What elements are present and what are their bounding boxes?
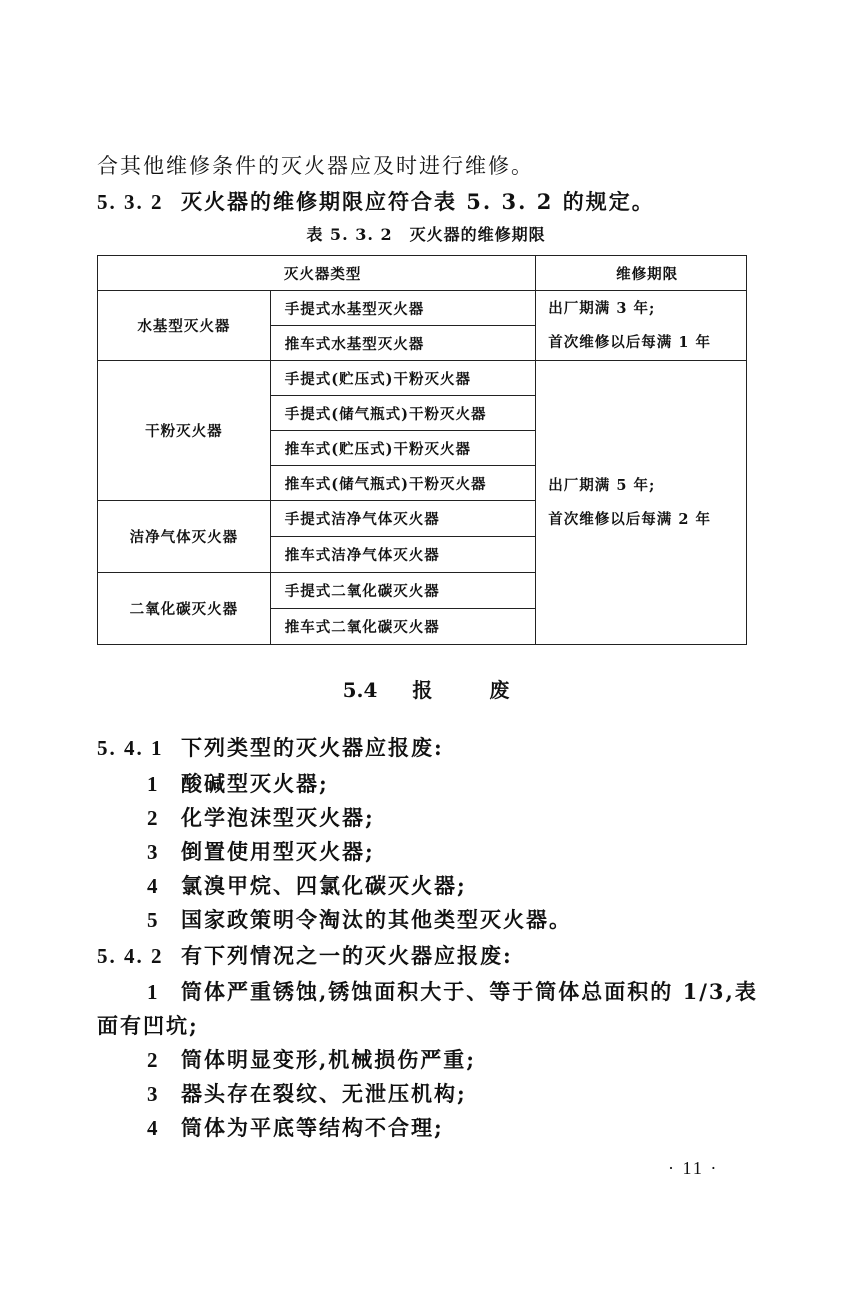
clause-5-3-2 — [97, 186, 655, 216]
item-number: 4 — [147, 1116, 160, 1140]
clause-text: 下列类型的灭火器应报废: — [181, 735, 444, 760]
period-line: 出厂期满 5 年; — [548, 476, 656, 494]
table-row-item: 手提式(储气瓶式)干粉灭火器 — [270, 396, 536, 431]
list-item — [147, 904, 572, 934]
type-cell-powder: 干粉灭火器 — [98, 361, 271, 501]
maintenance-period-table — [97, 255, 747, 645]
table-row-item: 推车式水基型灭火器 — [270, 326, 536, 361]
list-item — [147, 836, 375, 866]
item-text: 筒体为平底等结构不合理; — [181, 1115, 444, 1140]
item-text: 筒体严重锈蚀,锈蚀面积大于、等于筒体总面积的 1/3,表 — [181, 979, 758, 1004]
item-text: 倒置使用型灭火器; — [181, 839, 375, 864]
type-cell-clean-agent: 洁净气体灭火器 — [98, 501, 271, 573]
header-maintenance-period: 维修期限 — [536, 256, 747, 291]
table-row-item: 手提式洁净气体灭火器 — [270, 501, 536, 537]
clause-5-4-2 — [97, 940, 513, 970]
table-row-item: 手提式二氧化碳灭火器 — [270, 573, 536, 609]
list-item — [147, 1078, 467, 1108]
type-cell-co2: 二氧化碳灭火器 — [98, 573, 271, 645]
table-row-item: 手提式(贮压式)干粉灭火器 — [270, 361, 536, 396]
period-line: 首次维修以后每满 1 年 — [548, 333, 711, 351]
table-row-item: 推车式(贮压式)干粉灭火器 — [270, 431, 536, 466]
list-item — [147, 768, 329, 798]
page-number: · 11 · — [668, 1158, 719, 1178]
list-item — [147, 1044, 476, 1074]
period-cell-others — [536, 361, 747, 645]
clause-number: 5. 4. 2 — [97, 944, 164, 968]
table-row-item: 推车式(储气瓶式)干粉灭火器 — [270, 466, 536, 501]
item-text: 筒体明显变形,机械损伤严重; — [181, 1047, 477, 1072]
item-number: 2 — [147, 1048, 160, 1072]
section-title-part: 报 — [412, 678, 433, 702]
item-text: 国家政策明令淘汰的其他类型灭火器。 — [181, 907, 572, 932]
list-item — [147, 802, 375, 832]
list-item-continuation: 面有凹坑; — [97, 1013, 199, 1038]
intro-line: 合其他维修条件的灭火器应及时进行维修。 — [97, 154, 534, 178]
section-number: 5.4 — [342, 678, 378, 702]
period-line: 首次维修以后每满 2 年 — [548, 510, 711, 528]
type-cell-water: 水基型灭火器 — [98, 291, 271, 361]
item-number: 3 — [147, 1082, 160, 1106]
section-heading-5-4 — [0, 674, 852, 703]
item-number: 4 — [147, 874, 160, 898]
item-text: 酸碱型灭火器; — [181, 771, 329, 796]
clause-text: 灭火器的维修期限应符合表 5. 3. 2 的规定。 — [181, 189, 655, 214]
section-title-part: 废 — [489, 678, 510, 702]
period-line: 出厂期满 3 年; — [548, 299, 656, 317]
list-item — [147, 976, 758, 1006]
item-number: 1 — [147, 772, 160, 796]
table-row-item: 推车式洁净气体灭火器 — [270, 537, 536, 573]
item-number: 5 — [147, 908, 160, 932]
item-number: 2 — [147, 806, 160, 830]
item-number: 3 — [147, 840, 160, 864]
clause-number: 5. 4. 1 — [97, 736, 164, 760]
item-text: 器头存在裂纹、无泄压机构; — [181, 1081, 467, 1106]
clause-number: 5. 3. 2 — [97, 190, 164, 214]
period-cell-water — [536, 291, 747, 361]
table-row-item: 推车式二氧化碳灭火器 — [270, 609, 536, 645]
item-number: 1 — [147, 980, 160, 1004]
clause-text: 有下列情况之一的灭火器应报废: — [181, 943, 513, 968]
table-caption: 表 5. 3. 2 灭火器的维修期限 — [306, 225, 546, 244]
clause-5-4-1 — [97, 732, 444, 762]
header-extinguisher-type: 灭火器类型 — [98, 256, 536, 291]
list-item — [147, 870, 467, 900]
item-text: 化学泡沫型灭火器; — [181, 805, 375, 830]
table-row-item: 手提式水基型灭火器 — [270, 291, 536, 326]
list-item — [147, 1112, 444, 1142]
item-text: 氯溴甲烷、四氯化碳灭火器; — [181, 873, 467, 898]
